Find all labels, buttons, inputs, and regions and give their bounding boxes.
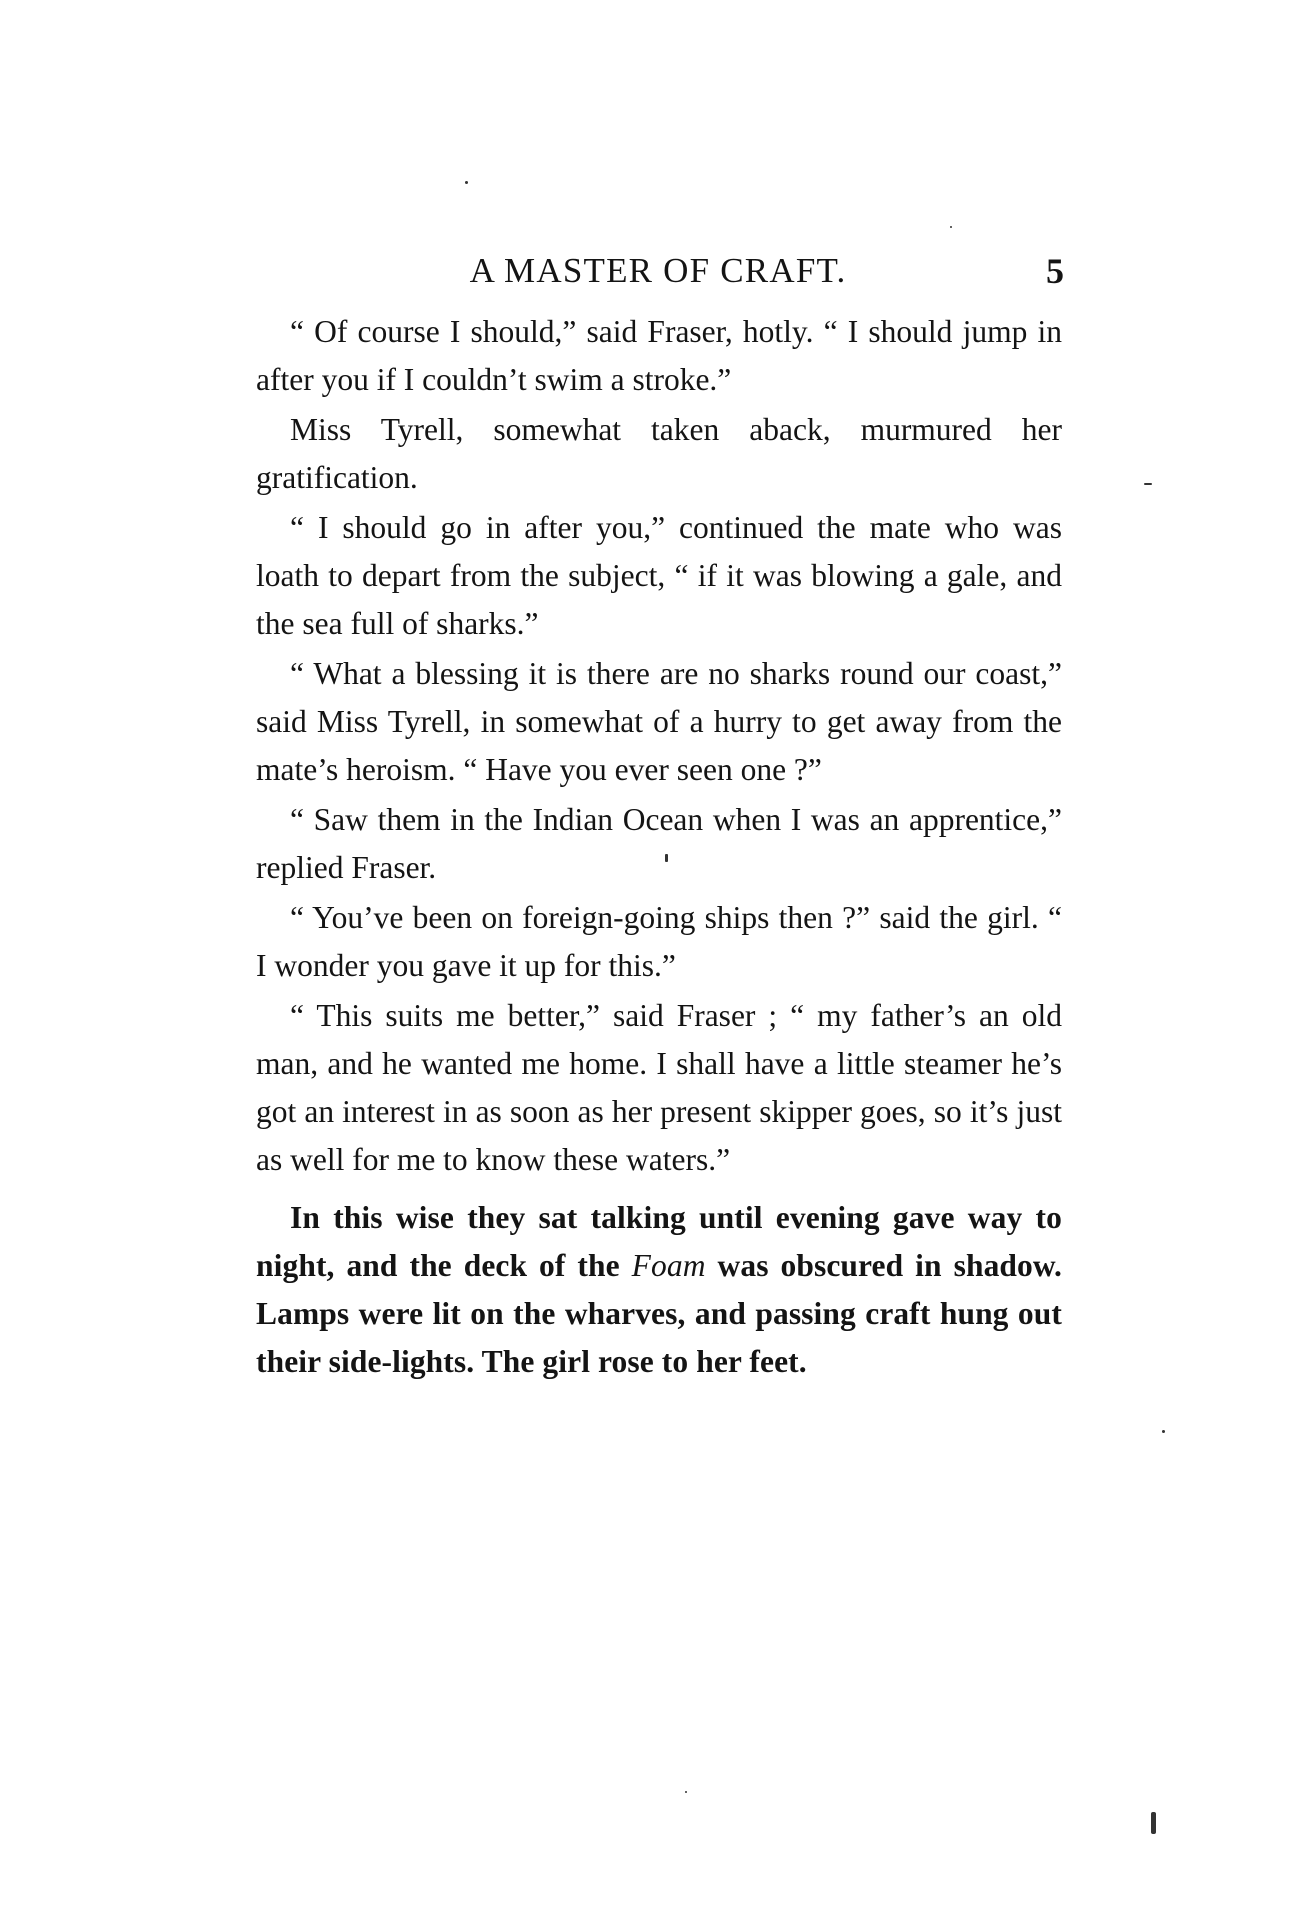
paragraph: “ You’ve been on foreign-going ships then ?” said the girl. “ I wonder you gave it up for this.”	[256, 900, 1062, 983]
page-number: 5	[1046, 251, 1064, 291]
ship-name: Foam	[631, 1248, 706, 1283]
scan-speck	[665, 854, 668, 862]
paragraph-text-end: was obscured in shadow. Lamps were lit on the wharves, and passing craft hung out their side-lights. The girl rose to her feet.	[256, 1248, 1062, 1379]
paragraph: “ Of course I should,” said Fraser, hotly. “ I should jump in after you if I couldn’t swim a stroke.”	[256, 314, 1062, 397]
scan-speck	[685, 1791, 687, 1793]
paragraph: “ What a blessing it is there are no sharks round our coast,” said Miss Tyrell, in somewhat of a hurry to get away from the mate’s heroism. “ Have you ever seen one ?”	[256, 656, 1062, 787]
paragraph: “ Saw them in the Indian Ocean when I was an apprentice,” replied Fraser.	[256, 802, 1062, 885]
paragraph	[256, 1194, 1062, 1386]
paragraph: “ This suits me better,” said Fraser ; “ my father’s an old man, and he wanted me home. I shall have a little steamer he’s got an interest in as soon as her present skipper goes, so it’s just as well for me to know these waters.”	[256, 998, 1062, 1177]
page-header	[252, 246, 1064, 296]
scan-speck	[1144, 483, 1152, 485]
paragraph-text-start: In this wise they sat talking until evening gave way to night, and the deck of the	[256, 1200, 1062, 1283]
scan-speck	[1151, 1812, 1156, 1834]
scan-speck	[950, 226, 952, 228]
scan-speck	[1162, 1430, 1165, 1433]
scan-speck	[465, 181, 468, 184]
running-title: A MASTER OF CRAFT.	[469, 251, 847, 290]
paragraph: “ I should go in after you,” continued the mate who was loath to depart from the subject, “ if it was blowing a gale, and the sea full of sharks.”	[256, 510, 1062, 641]
body-text	[256, 308, 1062, 1386]
paragraph: Miss Tyrell, somewhat taken aback, murmured her gratification.	[256, 412, 1062, 495]
